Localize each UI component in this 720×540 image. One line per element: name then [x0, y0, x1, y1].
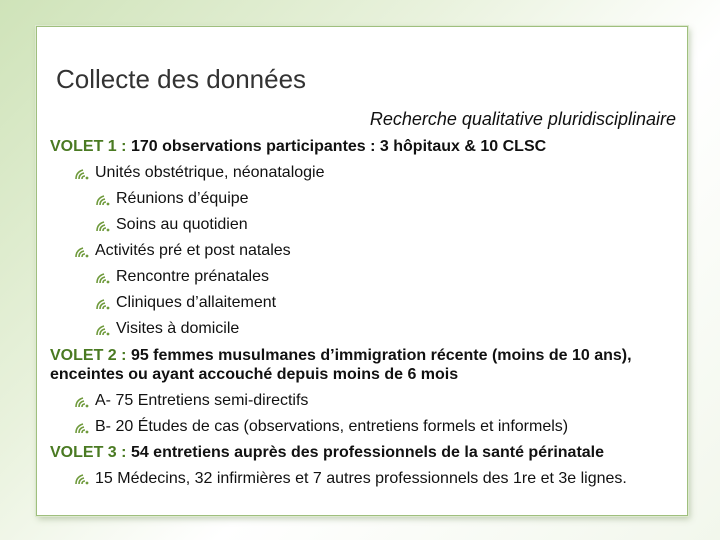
list-subitem — [50, 316, 690, 342]
list-subitem — [50, 290, 690, 316]
slide-content — [50, 134, 690, 489]
list-item-label: 15 Médecins, 32 infirmières et 7 autres professionnels des 1re et 3e lignes. — [95, 470, 627, 487]
list-subitem-label: Soins au quotidien — [116, 216, 248, 233]
list-item — [50, 160, 690, 186]
list-item-label: Activités pré et post natales — [95, 242, 291, 259]
volet-3-text: 54 entretiens auprès des professionnels de la santé périnatale — [130, 444, 605, 461]
list-item-label: B- 20 Études de cas (observations, entretiens formels et informels) — [95, 418, 569, 435]
list-subitem-label: Cliniques d’allaitement — [116, 294, 277, 311]
volet-1-word: VOLET — [50, 138, 104, 155]
volet-2-text: 95 femmes musulmanes d’immigration récente (moins de 10 ans), enceintes ou ayant accouché depuis moins de 6 mois — [50, 347, 632, 383]
volet-1-heading — [50, 134, 690, 160]
volet-1-text: 170 observations participantes : 3 hôpitaux & 10 CLSC — [130, 138, 547, 155]
wifi-bullet-icon — [96, 322, 112, 336]
list-subitem — [50, 186, 690, 212]
volet-2-number: 2 — [107, 347, 117, 364]
wifi-bullet-icon — [75, 471, 91, 485]
list-subitem-label: Visites à domicile — [116, 320, 240, 337]
wifi-bullet-icon — [75, 244, 91, 258]
wifi-bullet-icon — [96, 218, 112, 232]
list-subitem — [50, 264, 690, 290]
list-item — [50, 414, 690, 440]
volet-1-colon: : — [121, 138, 127, 155]
list-item — [50, 388, 690, 414]
list-item — [50, 238, 690, 264]
list-subitem-label: Rencontre prénatales — [116, 268, 269, 285]
slide-title: Collecte des données — [56, 64, 307, 94]
wifi-bullet-icon — [75, 394, 91, 408]
volet-1-number: 1 — [107, 138, 117, 155]
volet-3-number: 3 — [107, 444, 117, 461]
wifi-bullet-icon — [75, 420, 91, 434]
volet-3-colon: : — [121, 444, 127, 461]
wifi-bullet-icon — [96, 192, 112, 206]
slide-subtitle: Recherche qualitative pluridisciplinaire — [369, 109, 676, 129]
wifi-bullet-icon — [96, 296, 112, 310]
volet-3-heading — [50, 440, 690, 466]
list-subitem — [50, 212, 690, 238]
list-item — [50, 466, 655, 489]
volet-2-word: VOLET — [50, 347, 104, 364]
wifi-bullet-icon — [96, 270, 112, 284]
wifi-bullet-icon — [75, 166, 91, 180]
list-item-label: Unités obstétrique, néonatalogie — [95, 164, 325, 181]
volet-3-word: VOLET — [50, 444, 104, 461]
volet-2-colon: : — [121, 347, 127, 364]
volet-2-heading — [50, 342, 690, 388]
list-subitem-label: Réunions d’équipe — [116, 190, 249, 207]
list-item-label: A- 75 Entretiens semi-directifs — [95, 392, 309, 409]
